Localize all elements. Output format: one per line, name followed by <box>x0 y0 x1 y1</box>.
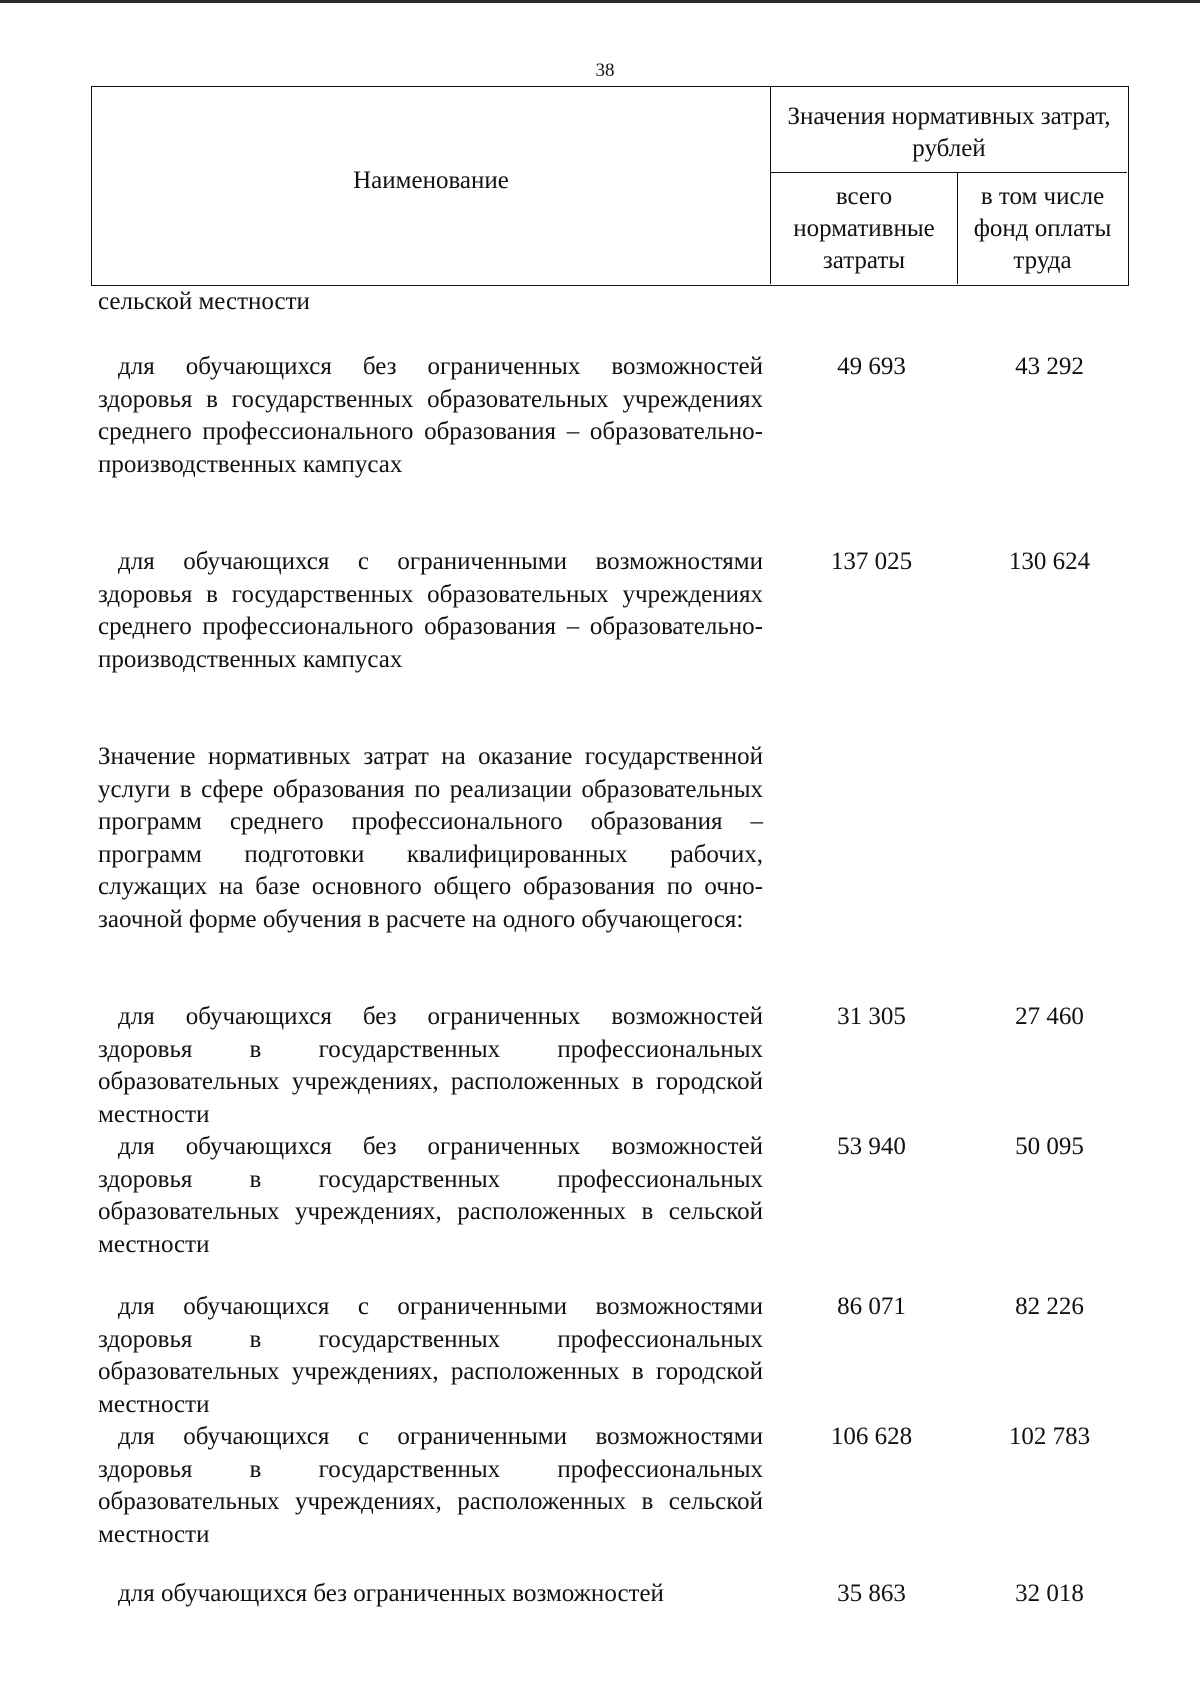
row-total-value: 53 940 <box>837 1133 906 1160</box>
row-description: для обучающихся без ограниченных возможностей здоровья в государственных профессиональных образовательных учреждениях, расположенных в городской местности <box>98 1003 763 1128</box>
top-border-line <box>0 0 1200 3</box>
row-total-value: 106 628 <box>830 1423 913 1450</box>
row-description: сельской местности <box>98 288 310 315</box>
row-fund-value: 50 095 <box>1015 1133 1084 1160</box>
page-number: 38 <box>595 60 615 81</box>
row-total-value: 35 863 <box>837 1580 906 1607</box>
column-header-name-label: Наименование <box>353 166 509 194</box>
row-fund-value: 82 226 <box>1015 1293 1084 1320</box>
column-header-name <box>92 87 771 284</box>
row-fund-value: 43 292 <box>1015 353 1084 380</box>
row-description: для обучающихся с ограниченными возможностями здоровья в государственных образовательных учреждениях среднего профессионального образования – образовательно-производственных кампусах <box>98 548 763 673</box>
row-description: для обучающихся с ограниченными возможностями здоровья в государственных профессиональных образовательных учреждениях, расположенных в городской местности <box>98 1293 763 1418</box>
row-fund-value: 32 018 <box>1015 1580 1084 1607</box>
table-header <box>91 86 1129 286</box>
row-total-value: 86 071 <box>837 1293 906 1320</box>
column-group-header-values: Значения нормативных затрат, рублей <box>771 87 1127 173</box>
row-fund-value: 102 783 <box>1008 1423 1091 1450</box>
row-description: для обучающихся без ограниченных возможностей <box>118 1580 664 1607</box>
row-total-value: 49 693 <box>837 353 906 380</box>
row-total-value: 137 025 <box>830 548 913 575</box>
row-description: для обучающихся без ограниченных возможностей здоровья в государственных образовательных учреждениях среднего профессионального образования – образовательно-производственных кампусах <box>98 353 763 478</box>
row-fund-value: 130 624 <box>1008 548 1091 575</box>
row-description: для обучающихся с ограниченными возможностями здоровья в государственных профессиональных образовательных учреждениях, расположенных в сельской местности <box>98 1423 763 1548</box>
row-description: Значение нормативных затрат на оказание государственной услуги в сфере образования по реализации образовательных программ среднего профессионального образования – программ подготовки квалифицированных рабочих, служащих на базе основного общего образования по очно-заочной форме обучения в расчете на одного обучающегося: <box>98 743 763 933</box>
row-description: для обучающихся без ограниченных возможностей здоровья в государственных профессиональных образовательных учреждениях, расположенных в сельской местности <box>98 1133 763 1258</box>
row-total-value: 31 305 <box>837 1003 906 1030</box>
row-fund-value: 27 460 <box>1015 1003 1084 1030</box>
column-header-total: всего нормативные затраты <box>771 173 958 284</box>
column-header-fund: в том числе фонд оплаты труда <box>973 183 1112 274</box>
